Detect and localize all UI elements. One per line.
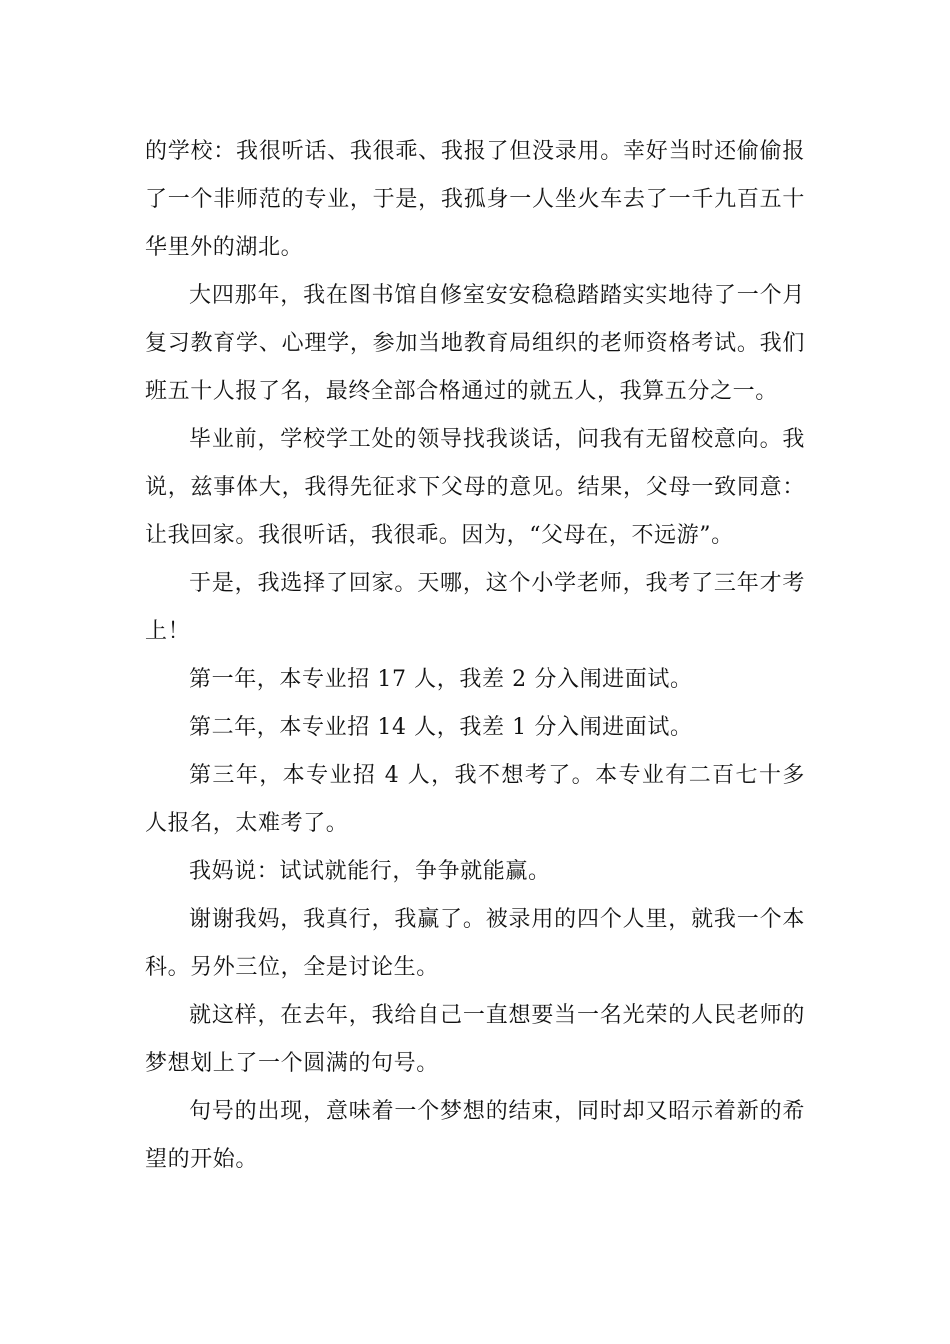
paragraph-4: 于是，我选择了回家。天哪，这个小学老师，我考了三年才考上！ — [145, 571, 805, 644]
paragraph-3: 毕业前，学校学工处的领导找我谈话，问我有无留校意向。我说，兹事体大，我得先征求下父母的意见。结果，父母一致同意：让我回家。我很听话，我很乖。因为，“父母在，不远游”。 — [145, 427, 805, 548]
paragraph-2: 大四那年，我在图书馆自修室安安稳稳踏踏实实地待了一个月复习教育学、心理学，参加当地教育局组织的老师资格考试。我们班五十人报了名，最终全部合格通过的就五人，我算五分之一。 — [145, 283, 805, 404]
paragraph-11: 句号的出现，意味着一个梦想的结束，同时却又昭示着新的希望的开始。 — [145, 1099, 805, 1172]
paragraph-10: 就这样，在去年，我给自己一直想要当一名光荣的人民老师的梦想划上了一个圆满的句号。 — [145, 1003, 805, 1076]
paragraph-7: 第三年，本专业招 4 人，我不想考了。本专业有二百七十多人报名，太难考了。 — [145, 763, 805, 836]
paragraph-8: 我妈说：试试就能行，争争就能赢。 — [189, 859, 551, 884]
paragraph-5: 第一年，本专业招 17 人，我差 2 分入闱进面试。 — [189, 667, 693, 692]
paragraph-6: 第二年，本专业招 14 人，我差 1 分入闱进面试。 — [189, 715, 693, 740]
paragraph-9: 谢谢我妈，我真行，我赢了。被录用的四个人里，就我一个本科。另外三位，全是讨论生。 — [145, 907, 805, 980]
document-body — [145, 128, 805, 1184]
paragraph-1: 的学校：我很听话、我很乖、我报了但没录用。幸好当时还偷偷报了一个非师范的专业，于是，我孤身一人坐火车去了一千九百五十华里外的湖北。 — [145, 139, 805, 260]
